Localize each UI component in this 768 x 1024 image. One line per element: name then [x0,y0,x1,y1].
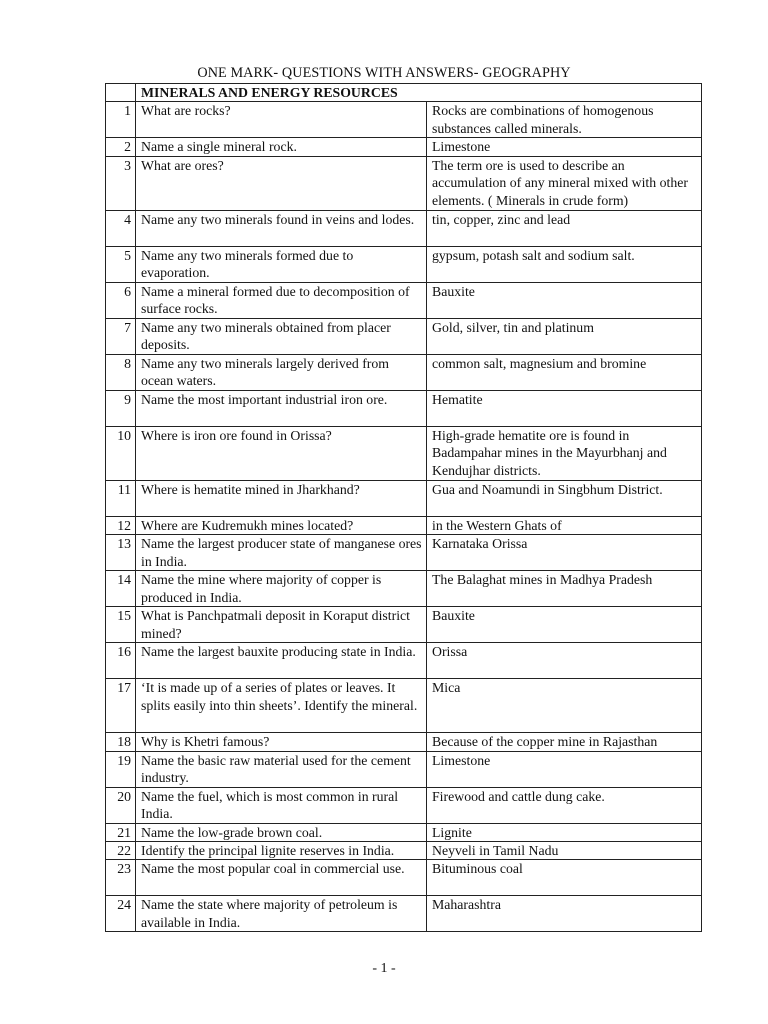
row-number: 8 [106,354,136,390]
table-row [106,842,702,860]
table-row [106,571,702,607]
answer-cell: Gua and Noamundi in Singbhum District. [427,480,702,516]
row-number: 3 [106,156,136,210]
answer-cell: gypsum, potash salt and sodium salt. [427,246,702,282]
table-row [106,102,702,138]
table-row [106,210,702,246]
question-cell: Name the fuel, which is most common in rural India. [136,787,427,823]
answer-cell: Rocks are combinations of homogenous substances called minerals. [427,102,702,138]
question-cell: Name the most important industrial iron ore. [136,390,427,426]
question-cell: Name the largest bauxite producing state in India. [136,643,427,679]
question-cell: Why is Khetri famous? [136,733,427,751]
row-number: 20 [106,787,136,823]
row-number: 18 [106,733,136,751]
table-row [106,787,702,823]
answer-cell: Firewood and cattle dung cake. [427,787,702,823]
row-number: 10 [106,426,136,480]
table-row [106,516,702,534]
question-cell: Identify the principal lignite reserves in India. [136,842,427,860]
table-row [106,896,702,932]
answer-cell: common salt, magnesium and bromine [427,354,702,390]
answer-cell: Gold, silver, tin and platinum [427,318,702,354]
row-number: 2 [106,138,136,156]
question-cell: Where are Kudremukh mines located? [136,516,427,534]
table-row [106,354,702,390]
table-row [106,480,702,516]
table-row [106,823,702,841]
row-number: 9 [106,390,136,426]
answer-cell: Bituminous coal [427,860,702,896]
question-cell: Name the largest producer state of manganese ores in India. [136,535,427,571]
question-cell: Name any two minerals largely derived from ocean waters. [136,354,427,390]
answer-cell: The Balaghat mines in Madhya Pradesh [427,571,702,607]
answer-cell: Hematite [427,390,702,426]
question-cell: Where is iron ore found in Orissa? [136,426,427,480]
answer-cell: Bauxite [427,607,702,643]
answer-cell: Orissa [427,643,702,679]
table-row [106,246,702,282]
answer-cell: Limestone [427,138,702,156]
row-number: 14 [106,571,136,607]
table-row [106,156,702,210]
question-cell: Where is hematite mined in Jharkhand? [136,480,427,516]
answer-cell: High-grade hematite ore is found in Badampahar mines in the Mayurbhanj and Kendujhar districts. [427,426,702,480]
row-number: 17 [106,679,136,733]
question-cell: Name any two minerals formed due to evaporation. [136,246,427,282]
question-cell: Name the most popular coal in commercial use. [136,860,427,896]
table-row [106,426,702,480]
table-row [106,318,702,354]
table-row [106,282,702,318]
section-heading: MINERALS AND ENERGY RESOURCES [136,84,702,102]
question-cell: Name a mineral formed due to decomposition of surface rocks. [136,282,427,318]
question-cell: Name any two minerals obtained from placer deposits. [136,318,427,354]
question-cell: What are ores? [136,156,427,210]
answer-cell: in the Western Ghats of [427,516,702,534]
row-number: 21 [106,823,136,841]
question-cell: Name a single mineral rock. [136,138,427,156]
row-number: 13 [106,535,136,571]
answer-cell: Lignite [427,823,702,841]
question-cell: Name any two minerals found in veins and lodes. [136,210,427,246]
heading-empty-cell [106,84,136,102]
section-heading-row [106,84,702,102]
row-number: 19 [106,751,136,787]
answer-cell: Neyveli in Tamil Nadu [427,842,702,860]
table-row [106,390,702,426]
row-number: 12 [106,516,136,534]
question-cell: What are rocks? [136,102,427,138]
qa-table [105,83,702,932]
table-row [106,860,702,896]
row-number: 24 [106,896,136,932]
table-row [106,643,702,679]
row-number: 23 [106,860,136,896]
table-row [106,733,702,751]
table-row [106,751,702,787]
page-title: ONE MARK- QUESTIONS WITH ANSWERS- GEOGRAPHY [197,65,571,81]
table-row [106,535,702,571]
question-cell: Name the state where majority of petroleum is available in India. [136,896,427,932]
answer-cell: Mica [427,679,702,733]
answer-cell: tin, copper, zinc and lead [427,210,702,246]
answer-cell: Because of the copper mine in Rajasthan [427,733,702,751]
question-cell: Name the basic raw material used for the cement industry. [136,751,427,787]
table-row [106,679,702,733]
question-cell: ‘It is made up of a series of plates or leaves. It splits easily into thin sheets’. Identify the mineral. [136,679,427,733]
page-number: - 1 - [372,961,396,976]
row-number: 22 [106,842,136,860]
row-number: 4 [106,210,136,246]
answer-cell: Bauxite [427,282,702,318]
question-cell: Name the mine where majority of copper is produced in India. [136,571,427,607]
row-number: 7 [106,318,136,354]
table-row [106,607,702,643]
question-cell: Name the low-grade brown coal. [136,823,427,841]
answer-cell: Maharashtra [427,896,702,932]
row-number: 6 [106,282,136,318]
answer-cell: The term ore is used to describe an accumulation of any mineral mixed with other elements. ( Minerals in crude form) [427,156,702,210]
question-cell: What is Panchpatmali deposit in Koraput district mined? [136,607,427,643]
row-number: 15 [106,607,136,643]
table-row [106,138,702,156]
answer-cell: Karnataka Orissa [427,535,702,571]
answer-cell: Limestone [427,751,702,787]
row-number: 5 [106,246,136,282]
row-number: 16 [106,643,136,679]
row-number: 1 [106,102,136,138]
row-number: 11 [106,480,136,516]
